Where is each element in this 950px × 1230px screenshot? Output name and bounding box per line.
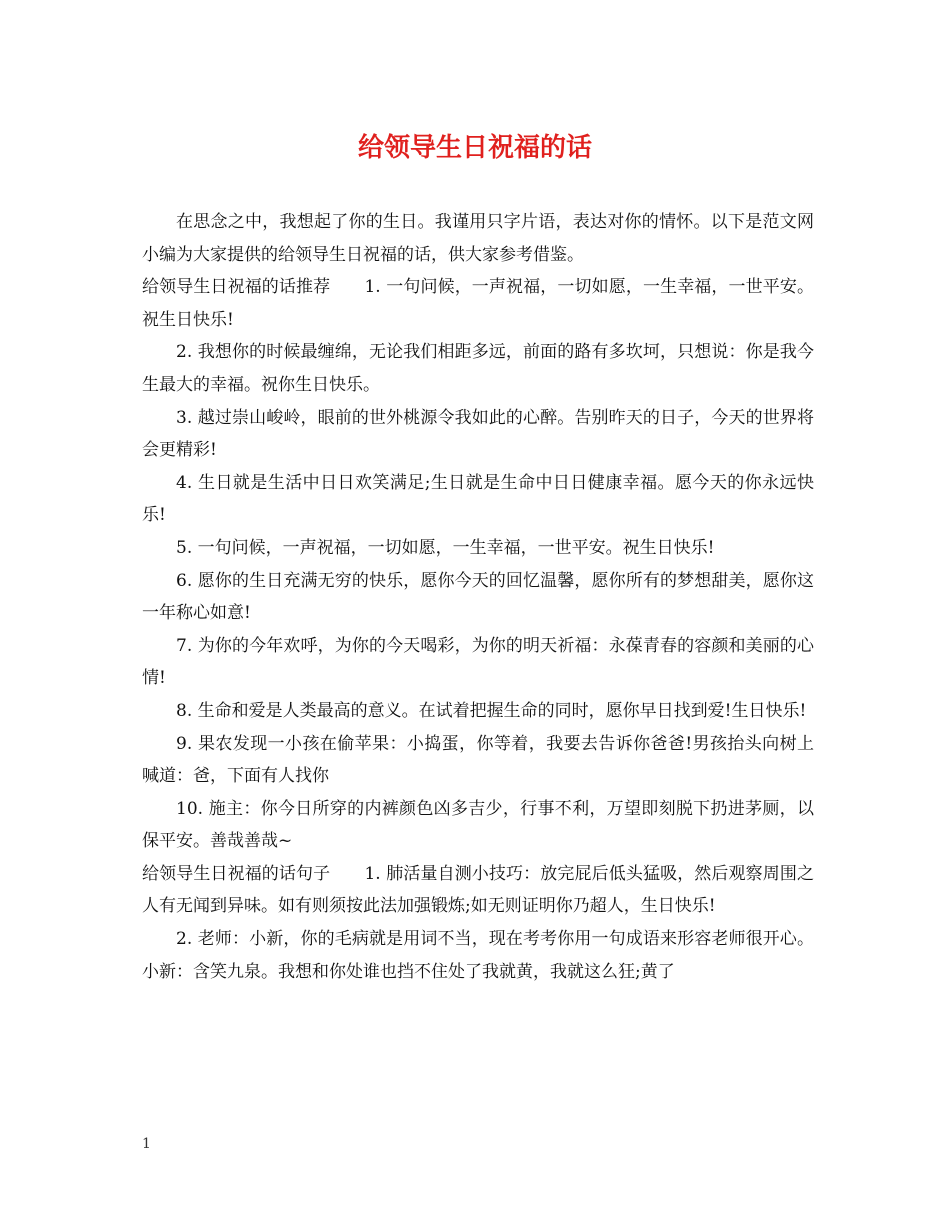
paragraph: 4. 生日就是生活中日日欢笑满足;生日就是生命中日日健康幸福。愿今天的你永远快乐! — [142, 472, 814, 526]
paragraph: 10. 施主：你今日所穿的内裤颜色凶多吉少，行事不利，万望即刻脱下扔进茅厕，以保平安。善哉善哉~ — [142, 798, 814, 852]
page-title: 给领导生日祝福的话 — [357, 133, 592, 163]
paragraph: 8. 生命和爱是人类最高的意义。在试着把握生命的同时，愿你早日找到爱!生日快乐! — [176, 700, 807, 721]
paragraph: 3. 越过崇山峻岭，眼前的世外桃源令我如此的心醉。告别昨天的日子，今天的世界将会更精彩! — [142, 407, 814, 461]
paragraph: 6. 愿你的生日充满无穷的快乐，愿你今天的回忆温馨，愿你所有的梦想甜美，愿你这一年称心如意! — [142, 570, 814, 624]
paragraph: 在思念之中，我想起了你的生日。我谨用只字片语，表达对你的情怀。以下是范文网小编为大家提供的给领导生日祝福的话，供大家参考借鉴。 — [142, 212, 814, 265]
paragraph: 2. 我想你的时候最缠绵，无论我们相距多远，前面的路有多坎坷，只想说：你是我今生最大的幸福。祝你生日快乐。 — [142, 342, 814, 395]
page-number: 1 — [142, 1136, 151, 1152]
paragraph: 9. 果农发现一小孩在偷苹果：小捣蛋，你等着，我要去告诉你爸爸!男孩抬头向树上喊道：爸，下面有人找你 — [142, 733, 814, 787]
paragraph: 2. 老师：小新，你的毛病就是用词不当，现在考考你用一句成语来形容老师很开心。小新：含笑九泉。我想和你处谁也挡不住处了我就黄，我就这么狂;黄了 — [142, 929, 814, 982]
paragraph: 7. 为你的今年欢呼，为你的今天喝彩，为你的明天祈福：永葆青春的容颜和美丽的心情! — [142, 635, 814, 689]
paragraph: 5. 一句问候，一声祝福，一切如愿，一生幸福，一世平安。祝生日快乐! — [176, 537, 715, 558]
paragraph: 给领导生日祝福的话推荐 1. 一句问候，一声祝福，一切如愿，一生幸福，一世平安。祝生日快乐! — [142, 277, 814, 330]
document-body — [142, 206, 814, 988]
paragraph: 给领导生日祝福的话句子 1. 肺活量自测小技巧：放完屁后低头猛吸，然后观察周围之人有无闻到异味。如有则须按此法加强锻炼;如无则证明你乃超人，生日快乐! — [142, 863, 814, 917]
